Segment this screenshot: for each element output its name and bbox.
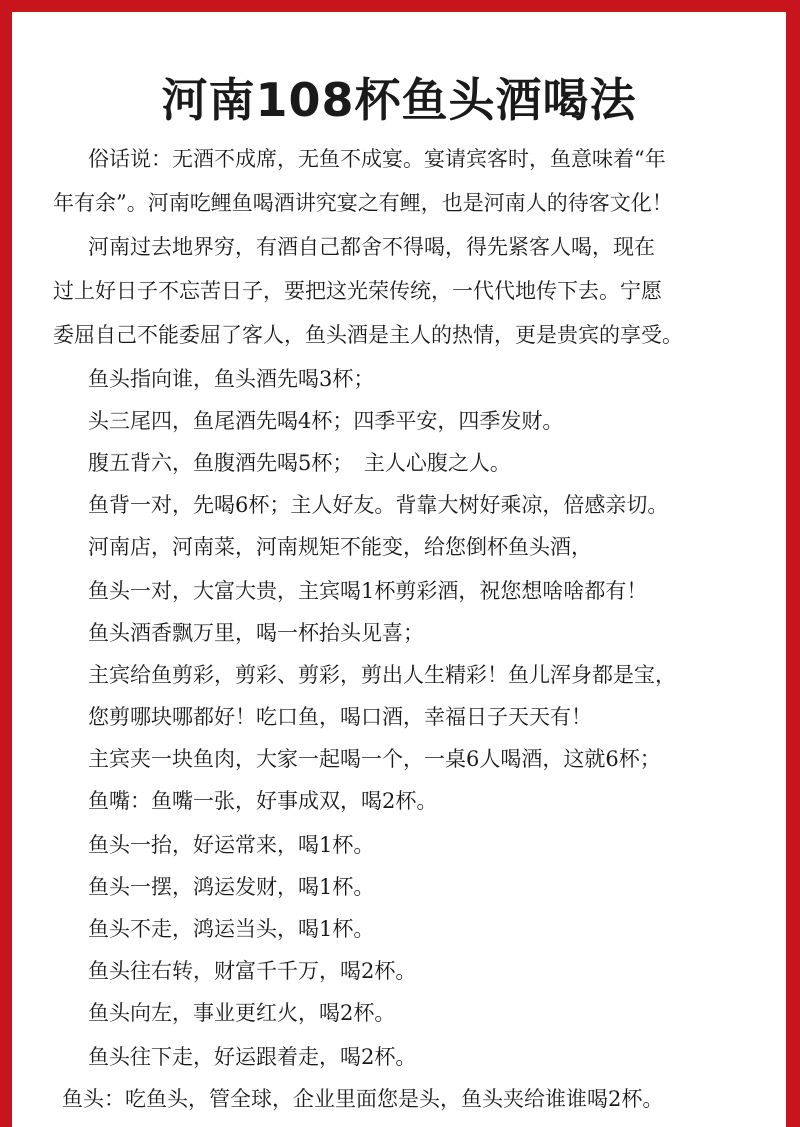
text-line: 河南过去地界穷，有酒自己都舍不得喝，得先紧客人喝，现在: [88, 235, 655, 259]
document-page: [12, 12, 786, 1127]
text-line: 年有余”。河南吃鲤鱼喝酒讲究宴之有鲤，也是河南人的待客文化！: [53, 191, 673, 215]
text-line: 头三尾四，鱼尾酒先喝4杯；四季平安，四季发财。: [88, 409, 564, 433]
text-line: 腹五背六，鱼腹酒先喝5杯； 主人心腹之人。: [88, 451, 511, 475]
text-line: 鱼头指向谁，鱼头酒先喝3杯；: [88, 367, 375, 391]
text-line: 鱼嘴：鱼嘴一张，好事成双，喝2杯。: [88, 789, 438, 813]
text-line: 鱼头不走，鸿运当头，喝1杯。: [88, 917, 375, 941]
text-line: 俗话说：无酒不成席，无鱼不成宴。宴请宾客时，鱼意味着“年: [88, 147, 666, 171]
text-line: 鱼头往下走，好运跟着走，喝2杯。: [88, 1045, 417, 1069]
text-line: 河南店，河南菜，河南规矩不能变，给您倒杯鱼头酒，: [88, 535, 592, 559]
text-line: 鱼头酒香飘万里，喝一杯抬头见喜；: [88, 621, 424, 645]
text-line: 鱼头一摆，鸿运发财，喝1杯。: [88, 875, 375, 899]
text-line: 鱼头：吃鱼头，管全球，企业里面您是头，鱼头夹给谁谁喝2杯。: [62, 1087, 664, 1111]
text-line: 您剪哪块哪都好！吃口鱼，喝口酒，幸福日子天天有！: [88, 705, 592, 729]
text-line: 鱼头往右转，财富千千万，喝2杯。: [88, 959, 417, 983]
text-line: 主宾给鱼剪彩，剪彩、剪彩，剪出人生精彩！鱼儿浑身都是宝，: [88, 663, 676, 687]
text-line: 过上好日子不忘苦日子，要把这光荣传统，一代代地传下去。宁愿: [53, 279, 662, 303]
text-line: 鱼背一对，先喝6杯；主人好友。背靠大树好乘凉，倍感亲切。: [88, 493, 669, 517]
text-line: 鱼头向左，事业更红火，喝2杯。: [88, 1001, 396, 1025]
page-title: 河南108杯鱼头酒喝法: [161, 73, 637, 127]
text-line: 鱼头一抬，好运常来，喝1杯。: [88, 833, 375, 857]
text-line: 鱼头一对，大富大贵，主宾喝1杯剪彩酒，祝您想啥啥都有！: [88, 579, 648, 603]
text-line: 委屈自己不能委屈了客人，鱼头酒是主人的热情，更是贵宾的享受。: [53, 323, 683, 347]
text-line: 主宾夹一块鱼肉，大家一起喝一个，一桌6人喝酒，这就6杯；: [88, 747, 661, 771]
